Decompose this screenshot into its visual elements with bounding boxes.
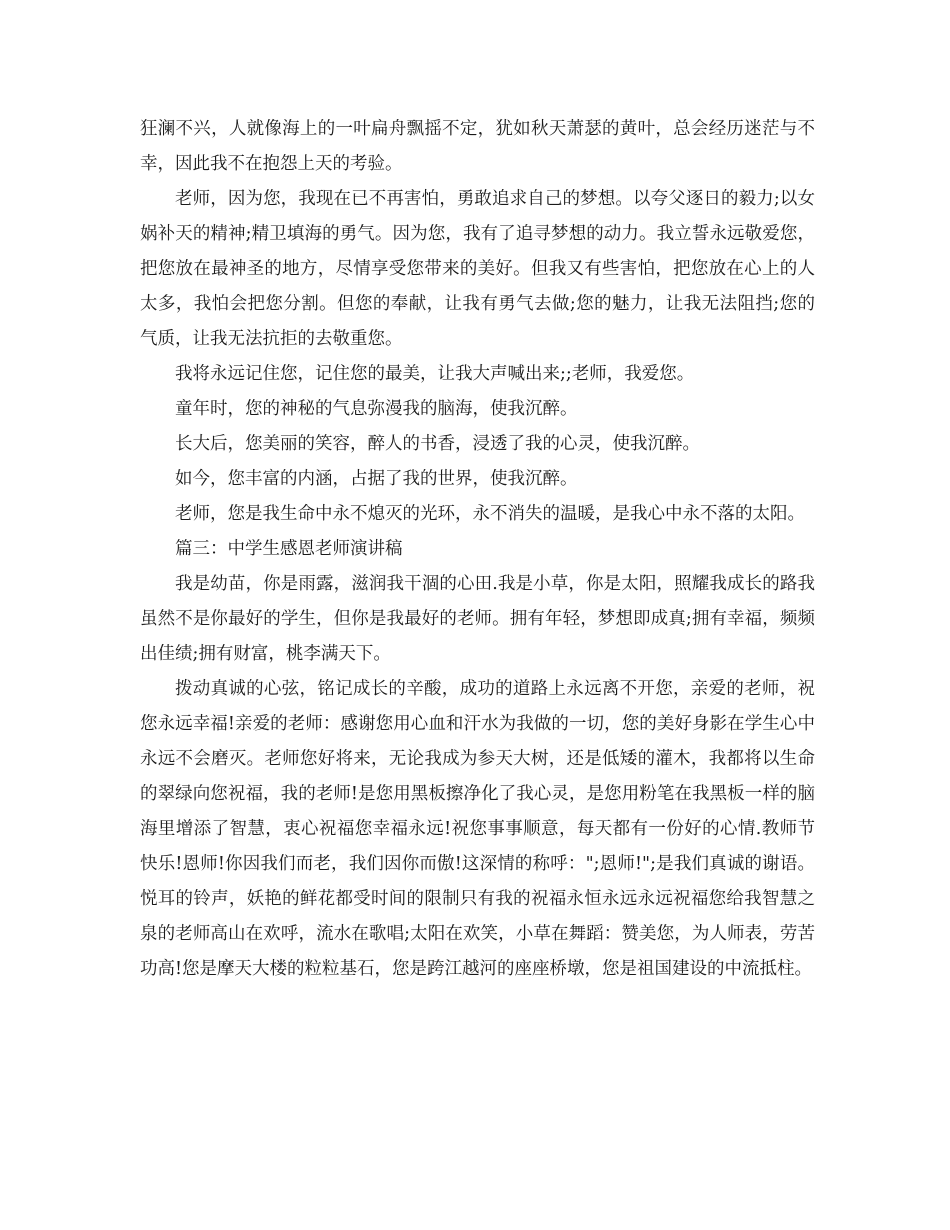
document-body: [140, 112, 815, 987]
paragraph: 我将永远记住您，记住您的最美，让我大声喊出来;;老师，我爱您。: [175, 364, 695, 384]
paragraph: 老师，您是我生命中永不熄灭的光环，永不消失的温暖，是我心中永不落的太阳。: [175, 504, 805, 524]
paragraph: 长大后，您美丽的笑容，醉人的书香，浸透了我的心灵，使我沉醉。: [175, 434, 700, 454]
section-heading: 篇三：中学生感恩老师演讲稿: [175, 539, 403, 559]
paragraph: 我是幼苗，你是雨露，滋润我干涸的心田.我是小草，你是太阳，照耀我成长的路我虽然不是你最好的学生，但你是我最好的老师。拥有年轻，梦想即成真;拥有幸福，频频出佳绩;拥有财富，桃李满天下。: [140, 574, 815, 664]
paragraph: 拨动真诚的心弦，铭记成长的辛酸，成功的道路上永远离不开您，亲爱的老师，祝您永远幸福!亲爱的老师：感谢您用心血和汗水为我做的一切，您的美好身影在学生心中永远不会磨灭。老师您好将来，无论我成为参天大树，还是低矮的灌木，我都将以生命的翠绿向您祝福，我的老师!是您用黑板擦净化了我心灵，是您用粉笔在我黑板一样的脑海里增添了智慧，衷心祝福您幸福永远!祝您事事顺意，每天都有一份好的心情.教师节快乐!恩师!你因我们而老，我们因你而傲!这深情的称呼：";恩师!";是我们真诚的谢语。悦耳的铃声，妖艳的鲜花都受时间的限制只有我的祝福永恒永远永远祝福您给我智慧之泉的老师高山在欢呼，流水在歌唱;太阳在欢笑，小草在舞蹈：赞美您，为人师表，劳苦功高!您是摩天大楼的粒粒基石，您是跨江越河的座座桥墩，您是祖国建设的中流抵柱。: [140, 679, 815, 979]
paragraph: 童年时，您的神秘的气息弥漫我的脑海，使我沉醉。: [175, 399, 578, 419]
paragraph: 如今，您丰富的内涵，占据了我的世界，使我沉醉。: [175, 469, 578, 489]
paragraph: 老师，因为您，我现在已不再害怕，勇敢追求自己的梦想。以夸父逐日的毅力;以女娲补天的精神;精卫填海的勇气。因为您，我有了追寻梦想的动力。我立誓永远敬爱您，把您放在最神圣的地方，尽情享受您带来的美好。但我又有些害怕，把您放在心上的人太多，我怕会把您分割。但您的奉献，让我有勇气去做;您的魅力，让我无法阻挡;您的气质，让我无法抗拒的去敬重您。: [140, 189, 815, 349]
paragraph-continuation: 狂澜不兴，人就像海上的一叶扁舟飘摇不定，犹如秋天萧瑟的黄叶，总会经历迷茫与不幸，因此我不在抱怨上天的考验。: [140, 119, 815, 174]
